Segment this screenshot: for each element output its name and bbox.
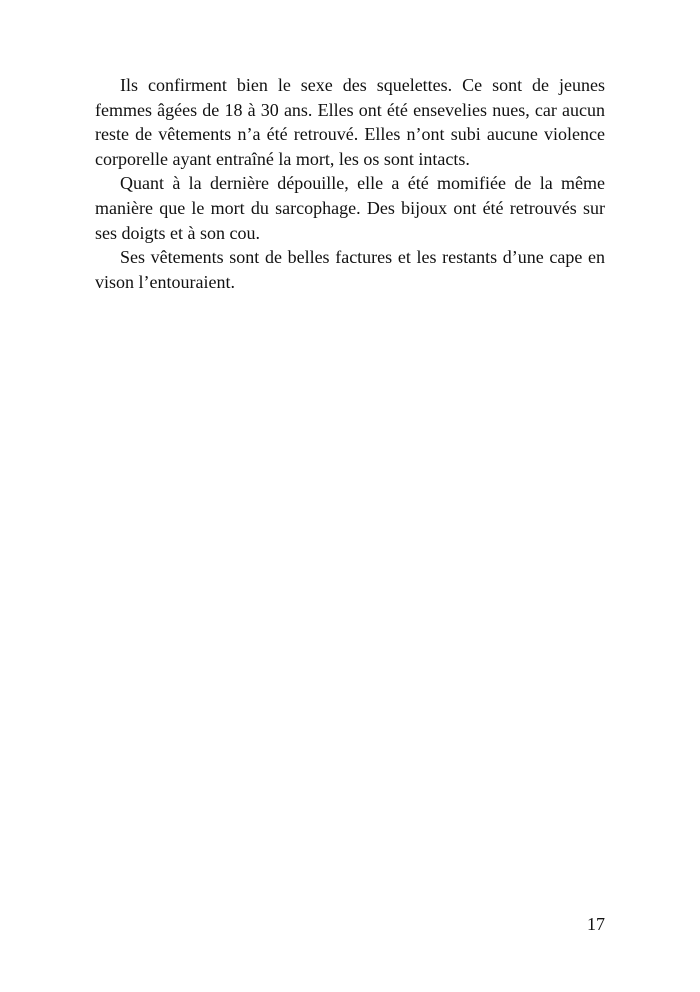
- paragraph-3: Ses vêtements sont de belles factures et les restants d’une cape en vison l’entouraient.: [95, 247, 605, 292]
- page-body: [95, 73, 605, 294]
- page-number: 17: [587, 914, 605, 934]
- paragraph-2: Quant à la dernière dépouille, elle a été momifiée de la même manière que le mort du sarcophage. Des bijoux ont été retrouvés sur ses doigts et à son cou.: [95, 173, 605, 243]
- paragraph-1: Ils confirment bien le sexe des squelettes. Ce sont de jeunes femmes âgées de 18 à 30 ans. Elles ont été ensevelies nues, car aucun reste de vêtements n’a été retrouvé. Elles n’ont subi aucune violence corporelle ayant entraîné la mort, les os sont intacts.: [95, 75, 605, 169]
